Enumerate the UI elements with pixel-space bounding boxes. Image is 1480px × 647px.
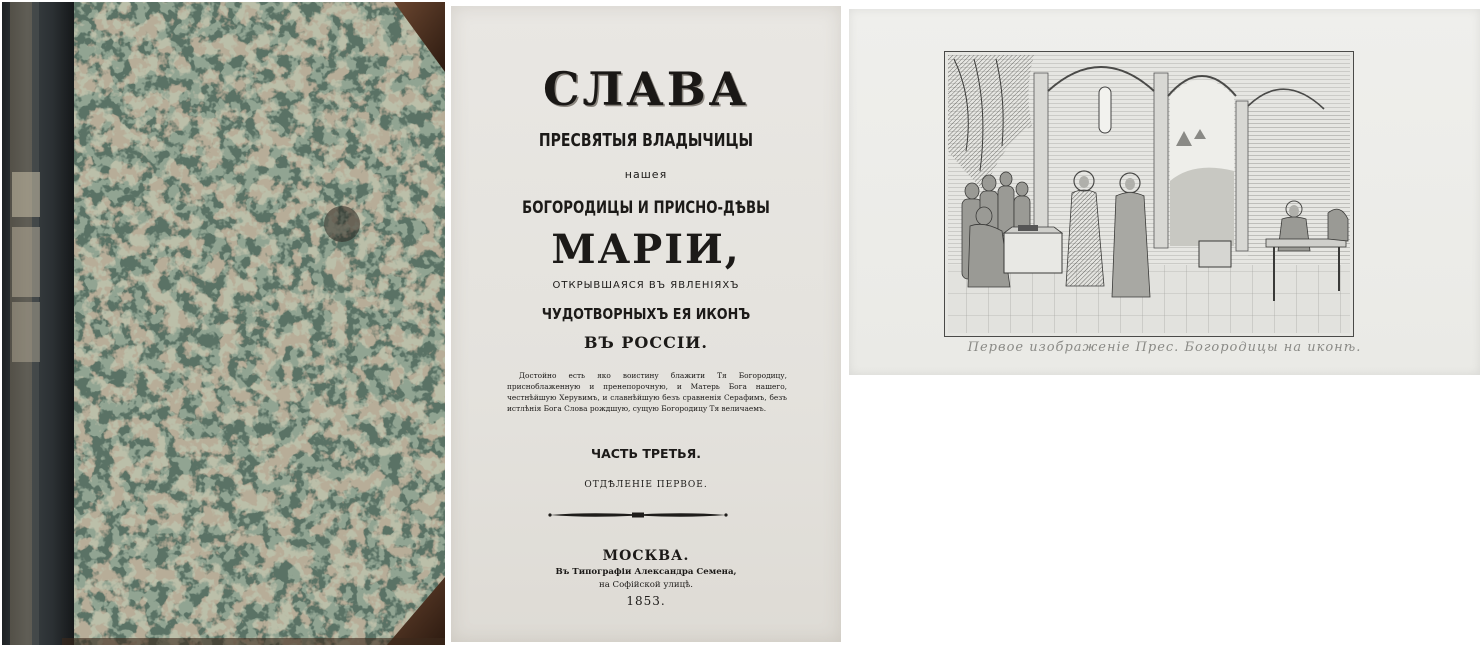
ornamental-rule [548,510,728,520]
book-cover-image [2,2,445,645]
imprint-street: на Софійской улицѣ. [598,580,694,590]
engraving-image [944,51,1354,337]
title-line-3: БОГОРОДИЦЫ И ПРИСНО-ДѢВЫ [522,198,770,218]
section-label: ОТДѢЛЕНІЕ ПЕРВОЕ. [584,480,708,490]
engraving-plate [849,9,1480,375]
epigraph: Достойно есть яко воистину блажити Тя Богородицу, присноблаженную и пренепорочную, и Матерь Бога нашего, честнѣйшую Херувимъ, и славнѣйшую безъ сравненія Серафимъ, безъ истлѣнія Бога Слова рождшую, сущую Богородицу Тя величаемъ. [507,371,787,413]
engraving-caption: Первое изображеніе Прес. Богородицы на иконѣ. [967,340,1362,355]
page-title: СЛАВА [542,62,750,116]
part-label: ЧАСТЬ ТРЕТЬЯ. [590,446,701,461]
title-line-5: ЧУДОТВОРНЫХЪ ЕЯ ИКОНЪ [541,305,751,323]
title-line-6: ВЪ РОССІИ. [583,333,708,352]
title-line-1: ПРЕСВЯТЫЯ ВЛАДЫЧИЦЫ [538,130,754,151]
imprint-city: МОСКВА. [602,548,690,564]
title-line-2: нашея [624,168,668,181]
imprint-printer: Въ Типографіи Александра Семена, [555,567,737,577]
title-page [451,6,841,642]
imprint-year: 1853. [626,594,666,608]
title-name: МАРІИ, [551,226,741,273]
title-line-4: ОТКРЫВШАЯСЯ ВЪ ЯВЛЕНІЯХЪ [552,280,740,291]
book-cover [2,2,445,645]
